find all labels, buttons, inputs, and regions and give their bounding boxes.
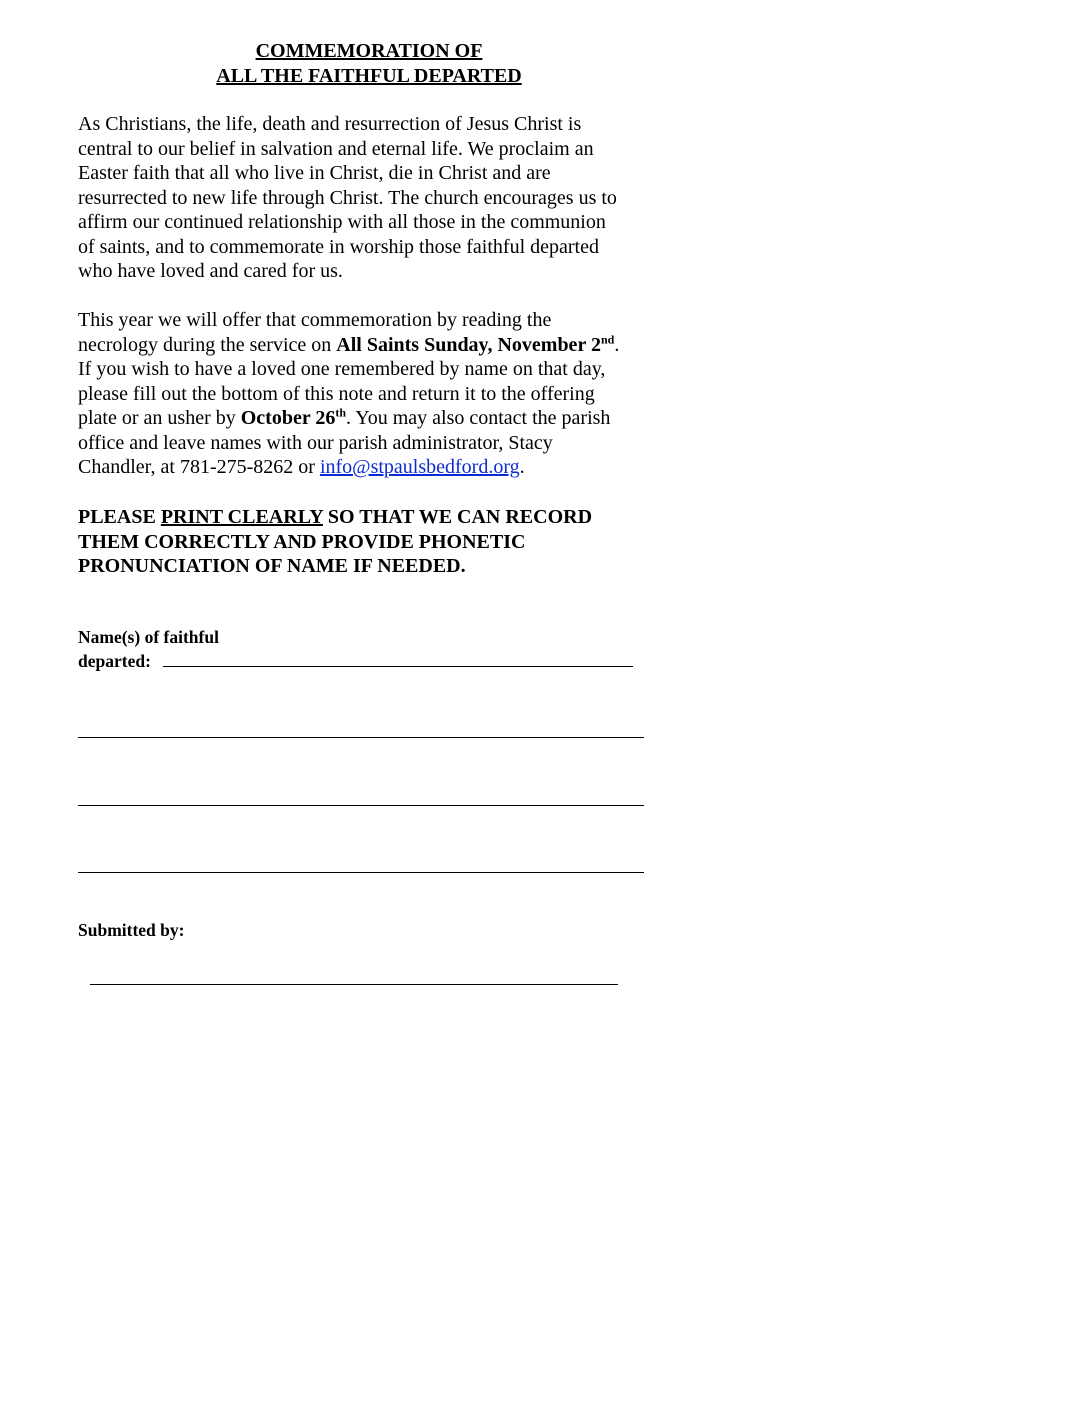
intro-line: affirm our continued relationship with all those in the communion [78,211,606,233]
deadline-date: October 26 [240,407,336,429]
notice-line: THEM CORRECTLY AND PROVIDE PHONETIC [78,530,526,553]
intro-line: who have loved and cared for us. [78,260,343,282]
submitted-by-entry-line[interactable] [90,984,618,985]
intro-line: central to our belief in salvation and eternal life. We proclaim an [78,137,594,160]
all-saints-date: All Saints Sunday, November 2 [336,333,601,356]
instructions-paragraph [78,308,678,480]
name-entry-line[interactable] [78,872,644,873]
ordinal-suffix: th [335,405,347,420]
intro-line: As Christians, the life, death and resurrection of Jesus Christ is [78,113,582,135]
instructions-line: office and leave names with our parish administrator, Stacy [78,431,553,454]
email-link[interactable]: info@stpaulsbedford.org [319,456,520,478]
name-entry-line[interactable] [78,737,644,738]
instructions-text: necrology during the service on [78,333,337,356]
instructions-text: . You may also contact the parish [346,407,611,429]
instructions-text: Chandler, at 781-275-8262 or [78,456,320,478]
instructions-text: . [614,333,620,356]
print-clearly-notice [78,505,678,579]
print-clearly-emphasis: PRINT CLEARLY [160,506,323,528]
instructions-text: . [519,456,525,478]
intro-line: of saints, and to commemorate in worship those faithful departed [78,235,599,258]
names-label-line-2: departed: [78,651,151,671]
notice-line: PRONUNCIATION OF NAME IF NEEDED. [78,555,466,577]
instructions-line: This year we will offer that commemoration by reading the [78,309,552,331]
intro-line: resurrected to new life through Christ. The church encourages us to [78,186,617,209]
submitted-by-label: Submitted by: [78,920,185,940]
notice-text: PLEASE [78,506,161,528]
ordinal-suffix: nd [600,331,615,346]
document-title-line-1: COMMEMORATION OF [255,40,483,62]
name-entry-line[interactable] [78,805,644,806]
instructions-text: plate or an usher by [78,407,241,429]
intro-line: Easter faith that all who live in Christ, die in Christ and are [78,162,551,184]
document-title-line-2: ALL THE FAITHFUL DEPARTED [216,65,522,87]
notice-text: SO THAT WE CAN RECORD [322,506,593,528]
name-entry-line[interactable] [163,666,633,667]
instructions-line: please fill out the bottom of this note and return it to the offering [78,382,595,405]
intro-paragraph [78,112,678,284]
instructions-line: If you wish to have a loved one remembered by name on that day, [78,358,606,380]
names-label-line-1: Name(s) of faithful [78,627,219,647]
